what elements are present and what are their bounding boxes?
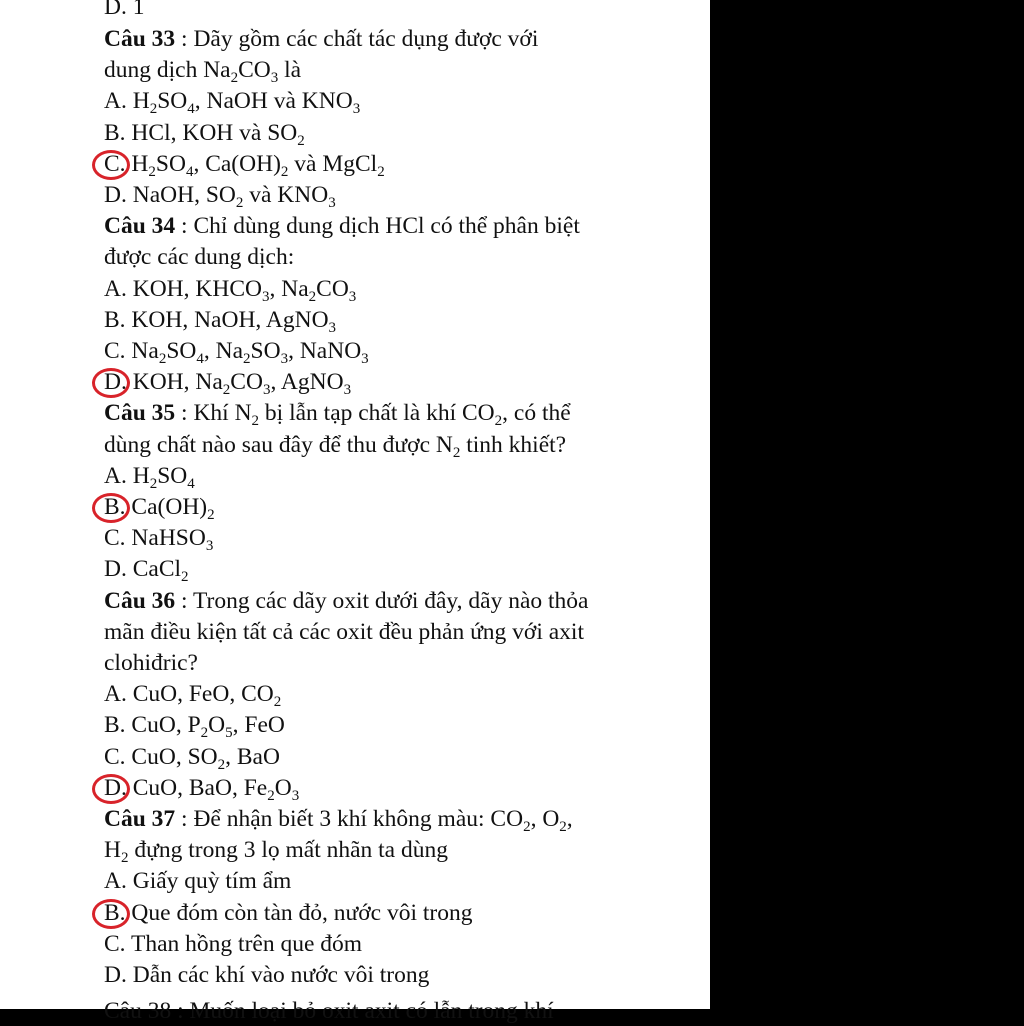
answer-circle-mark bbox=[92, 774, 130, 804]
question-number: Câu 33 bbox=[104, 26, 176, 52]
subscript: 2 bbox=[559, 819, 567, 835]
subscript: 2 bbox=[308, 288, 317, 305]
subscript: 3 bbox=[343, 382, 352, 399]
answer-option: C. $H_2SO_4$, $Ca(OH)_2$ và MgCl$_2$ bbox=[104, 150, 385, 180]
subscript: 2 bbox=[280, 163, 289, 180]
subscript: 2 bbox=[217, 756, 226, 773]
answer-option: A. Giấy quỳ tím ẩm bbox=[104, 868, 292, 895]
subscript: 4 bbox=[187, 475, 195, 492]
subscript: 2 bbox=[181, 569, 189, 586]
subscript: 3 bbox=[261, 288, 270, 305]
subscript: 2 bbox=[120, 850, 129, 867]
answer-option: B. HCl, KOH và $SO_2$ bbox=[104, 119, 305, 149]
subscript: 4 bbox=[187, 101, 195, 118]
subscript: 3 bbox=[205, 538, 214, 555]
answer-option: A. CuO, FeO, $CO_2$ bbox=[104, 681, 282, 711]
answer-circle-mark bbox=[92, 368, 130, 398]
subscript: 2 bbox=[230, 70, 239, 87]
question-stem-continued: $H_2$ đựng trong 3 lọ mất nhãn ta dùng bbox=[104, 837, 448, 867]
answer-option: C. $Na_2SO_4$, $Na_2SO_3$, NaNO$_3$ bbox=[104, 338, 369, 367]
subscript: 3 bbox=[262, 382, 271, 399]
subscript: 2 bbox=[243, 351, 251, 367]
answer-option: B. CuO, $P_2O_5$, FeO bbox=[104, 712, 285, 742]
answer-option: D. CuO, BaO, $Fe_2O_3$ bbox=[104, 774, 300, 804]
subscript: 2 bbox=[494, 413, 503, 430]
subscript: 3 bbox=[270, 70, 279, 87]
subscript: 2 bbox=[377, 163, 385, 180]
subscript: 3 bbox=[328, 195, 336, 211]
subscript: 3 bbox=[352, 101, 361, 118]
subscript: 2 bbox=[523, 819, 531, 835]
subscript: 2 bbox=[158, 351, 167, 367]
subscript: 2 bbox=[207, 507, 215, 523]
subscript: 3 bbox=[291, 787, 300, 804]
question-number: Câu 36 bbox=[104, 587, 176, 614]
question-number: Câu 35 bbox=[104, 400, 176, 427]
answer-option: D. NaOH, $SO_2$ và $KNO_3$ bbox=[104, 182, 336, 211]
question-stem: Câu 35 : Khí $N_2$ bị lẫn tạp chất là khí $CO_2$, có thể bbox=[104, 400, 571, 430]
subscript: 2 bbox=[149, 101, 158, 118]
subscript: 2 bbox=[222, 382, 231, 399]
answer-option: C. NaHSO$_3$ bbox=[104, 525, 214, 555]
subscript: 3 bbox=[280, 351, 289, 367]
question-stem-continued: dùng chất nào sau đây để thu được $N_2$ tinh khiết? bbox=[104, 431, 567, 461]
subscript: 4 bbox=[196, 351, 204, 367]
answer-option: B. Que đóm còn tàn đỏ, nước vôi trong bbox=[104, 899, 473, 926]
question-stem: Câu 33 : Dãy gồm các chất tác dụng được với bbox=[104, 26, 539, 52]
answer-option: B. $Ca(OH)_2$ bbox=[104, 494, 215, 523]
answer-option: A. $H_2SO_4$ bbox=[104, 462, 195, 492]
answer-option: B. KOH, NaOH, AgNO$_3$ bbox=[104, 306, 337, 336]
answer-circle-mark bbox=[92, 493, 130, 523]
answer-option: D. Dẫn các khí vào nước vôi trong bbox=[104, 962, 430, 988]
subscript: 2 bbox=[267, 787, 275, 804]
subscript: 2 bbox=[297, 132, 305, 149]
subscript: 3 bbox=[361, 351, 369, 367]
subscript: 2 bbox=[149, 475, 158, 492]
answer-option: C. CuO, $SO_2$, BaO bbox=[104, 743, 280, 773]
bottom-fragment: Câu 38 : Muốn loại bỏ oxit axit có lẫn trong khí bbox=[104, 998, 554, 1024]
answer-option: D. KOH, $Na_2CO_3$, AgNO$_3$ bbox=[104, 369, 352, 399]
answer-circle-mark bbox=[92, 899, 130, 929]
question-stem-continued: được các dung dịch: bbox=[104, 244, 295, 271]
answer-option: A. $H_2SO_4$, NaOH và $KNO_3$ bbox=[104, 88, 361, 118]
subscript: 2 bbox=[200, 725, 209, 742]
subscript: 2 bbox=[235, 195, 244, 211]
subscript: 2 bbox=[273, 694, 282, 711]
answer-circle-mark bbox=[92, 150, 130, 180]
answer-option: D. CaCl$_2$ bbox=[104, 556, 189, 586]
subscript: 4 bbox=[185, 163, 194, 180]
question-stem: Câu 34 : Chỉ dùng dung dịch HCl có thể phân biệt bbox=[104, 213, 580, 240]
question-stem: Câu 37 : Để nhận biết 3 khí không màu: $CO_2$, $O_2$, bbox=[104, 806, 573, 835]
subscript: 2 bbox=[452, 444, 461, 461]
question-stem: Câu 36 : Trong các dãy oxit dưới đây, dãy nào thỏa bbox=[104, 587, 589, 614]
subscript: 2 bbox=[148, 163, 156, 180]
answer-option: C. Than hồng trên que đóm bbox=[104, 930, 363, 957]
question-stem-continued: clohiđric? bbox=[104, 650, 198, 676]
subscript: 3 bbox=[348, 288, 357, 305]
question-stem-continued: dung dịch $Na_2CO_3$ là bbox=[104, 57, 302, 87]
subscript: 3 bbox=[328, 319, 337, 336]
subscript: 2 bbox=[251, 413, 260, 430]
question-number: Câu 34 bbox=[104, 213, 176, 240]
question-stem-continued: mãn điều kiện tất cả các oxit đều phản ứng với axit bbox=[104, 618, 584, 645]
top-fragment: D. 1 bbox=[104, 0, 145, 20]
question-number: Câu 37 bbox=[104, 806, 176, 832]
subscript: 5 bbox=[225, 725, 233, 742]
answer-option: A. KOH, $KHCO_3$, $Na_2CO_3$ bbox=[104, 275, 357, 305]
